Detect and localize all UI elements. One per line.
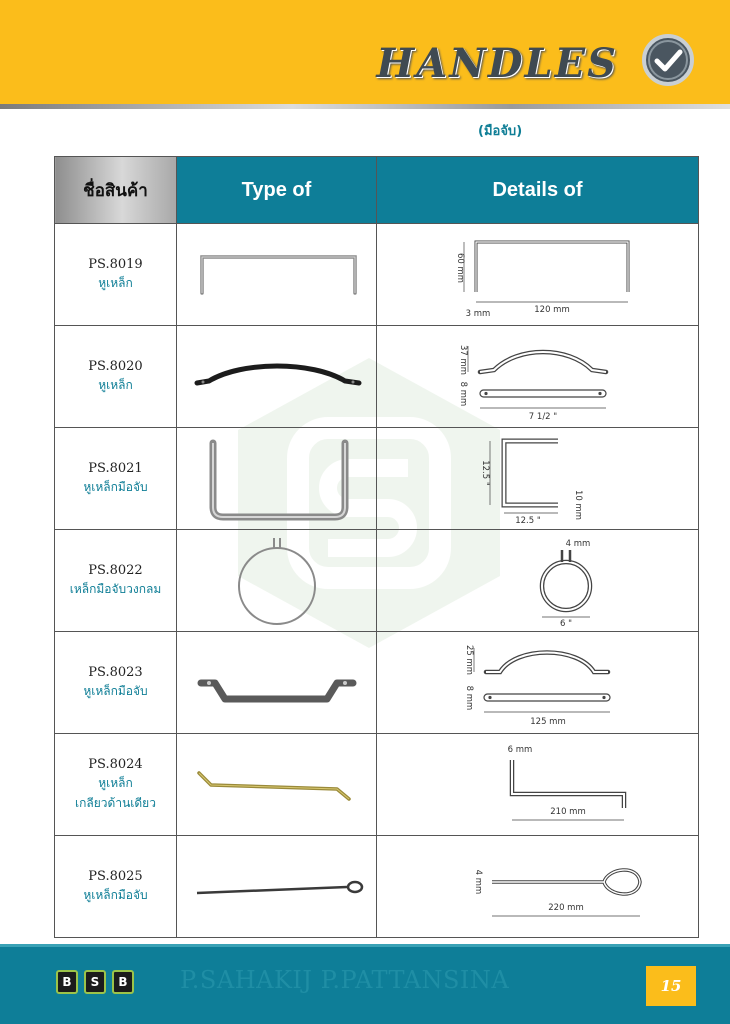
dimension-drawing-ps8019: [428, 230, 648, 320]
product-cell: [55, 734, 177, 836]
product-name: เหล็กมือจับวงกลม: [69, 581, 162, 596]
handle-photo-ps8024: [187, 755, 367, 815]
header-type: Type of: [177, 157, 377, 224]
dim-thickness: 8 mm: [463, 685, 474, 710]
dim-thickness: 6 mm: [507, 744, 532, 755]
dimension-drawing-ps8021: [428, 433, 648, 525]
product-photo: [177, 836, 377, 938]
detail-drawing: [377, 326, 699, 428]
dim-width: 125 mm: [529, 716, 566, 727]
dimension-drawing-ps8025: [428, 840, 648, 934]
dimension-drawing-ps8024: [428, 738, 648, 832]
product-code: PS.8023: [88, 664, 143, 680]
dim-thickness: 4 mm: [472, 869, 483, 894]
company-logo-icon: B: [112, 970, 134, 994]
detail-drawing: [377, 836, 699, 938]
company-logo-icon: B: [56, 970, 78, 994]
dimension-drawing-ps8022: [428, 534, 648, 628]
product-code: PS.8019: [88, 256, 143, 272]
table-row: [55, 530, 699, 632]
detail-drawing: [377, 530, 699, 632]
detail-drawing: [377, 632, 699, 734]
product-photo: [177, 734, 377, 836]
product-name: หูเหล็ก: [98, 275, 133, 290]
table-row: [55, 224, 699, 326]
dim-height: 60 mm: [454, 252, 465, 283]
dim-thickness: 10 mm: [572, 489, 583, 520]
dim-diameter: 6 ": [559, 618, 572, 628]
dimension-drawing-ps8023: [428, 638, 648, 728]
product-code: PS.8025: [88, 868, 143, 884]
dim-height: 12.5 ": [479, 459, 490, 486]
handle-photo-ps8023: [187, 653, 367, 713]
handles-table: [54, 156, 699, 938]
dim-width: 210 mm: [549, 806, 586, 817]
company-name: P.SAHAKIJ P.PATTANSINA: [180, 966, 510, 994]
table-row: [55, 632, 699, 734]
page-subtitle: (มือจับ): [478, 124, 523, 139]
company-logo-icon: S: [84, 970, 106, 994]
page-number: 15: [646, 966, 696, 1006]
header-stripe: [0, 104, 730, 109]
header-details: Details of: [377, 157, 699, 224]
dim-width: 12.5 ": [514, 515, 541, 525]
product-code: PS.8024: [88, 756, 143, 772]
product-photo: [177, 224, 377, 326]
product-photo: [177, 632, 377, 734]
table-row: [55, 428, 699, 530]
product-photo: [177, 428, 377, 530]
checkmark-icon: [640, 32, 696, 88]
product-name: หูเหล็กมือจับ: [83, 683, 148, 698]
detail-drawing: [377, 428, 699, 530]
dim-width: 7 1/2 ": [528, 411, 557, 422]
product-name-line2: เกลียวด้านเดียว: [75, 796, 156, 810]
handle-photo-ps8019: [187, 245, 367, 305]
product-code: PS.8021: [88, 460, 143, 476]
handle-photo-ps8020: [187, 347, 367, 407]
page-title: HANDLES: [376, 40, 618, 87]
dim-height: 25 mm: [463, 644, 474, 675]
product-photo: [177, 530, 377, 632]
product-cell: [55, 326, 177, 428]
table-row: [55, 326, 699, 428]
product-cell: [55, 836, 177, 938]
handle-photo-ps8021: [187, 433, 367, 525]
handle-photo-ps8025: [187, 857, 367, 917]
product-code: PS.8020: [88, 358, 143, 374]
dimension-drawing-ps8020: [428, 332, 648, 422]
table-row: [55, 734, 699, 836]
footer-logos: [56, 970, 134, 994]
dim-height: 37 mm: [457, 344, 468, 375]
dim-thickness: 3 mm: [465, 308, 490, 319]
product-code: PS.8022: [88, 562, 143, 578]
table-row: [55, 836, 699, 938]
detail-drawing: [377, 734, 699, 836]
dim-width: 120 mm: [533, 304, 570, 315]
header-product-name: ชื่อสินค้า: [55, 157, 177, 224]
product-cell: [55, 632, 177, 734]
product-name: หูเหล็ก: [98, 775, 133, 790]
product-cell: [55, 530, 177, 632]
dim-width: 220 mm: [547, 902, 584, 913]
product-name: หูเหล็กมือจับ: [83, 479, 148, 494]
product-cell: [55, 224, 177, 326]
header-bar: [0, 0, 730, 104]
product-cell: [55, 428, 177, 530]
dim-thickness: 8 mm: [457, 381, 468, 406]
dim-thickness: 4 mm: [565, 538, 590, 549]
table-header-row: [55, 157, 699, 224]
product-photo: [177, 326, 377, 428]
product-name: หูเหล็กมือจับ: [83, 887, 148, 902]
product-name: หูเหล็ก: [98, 377, 133, 392]
handle-photo-ps8022: [187, 534, 367, 628]
detail-drawing: [377, 224, 699, 326]
